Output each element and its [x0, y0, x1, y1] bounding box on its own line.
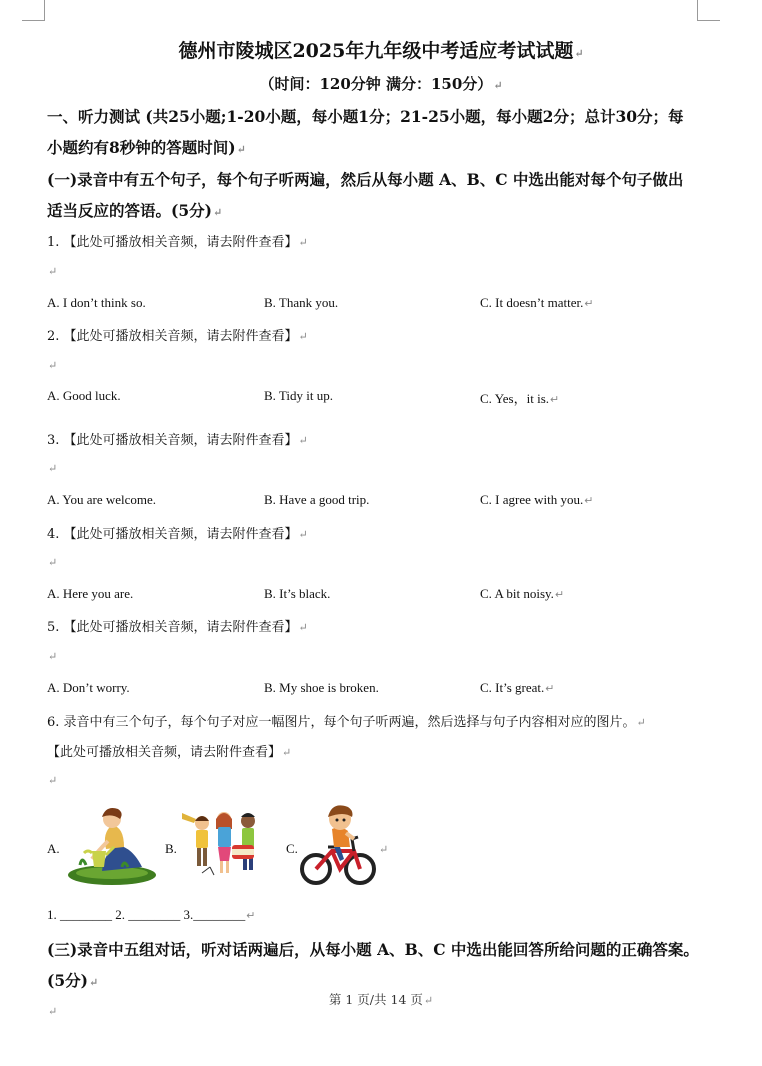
empty-paragraph-mark: ↵ [48, 774, 58, 787]
question-1-option-b: B. Thank you. [264, 295, 339, 310]
question-1-option-c [480, 295, 594, 311]
question-6-line1-text: 6. 录音中有三个句子，每个句子对应一幅图片，每个句子听两遍，然后选择与句子内容相对应的图片。 [47, 715, 636, 730]
paragraph-mark-icon: ↵ [298, 330, 308, 343]
question-2-option-c [480, 388, 559, 407]
part1-heading-line1: (一)录音中有五个句子，每个句子听两遍，然后从每小题 A、B、C 中选出能对每个句子做出 [47, 170, 684, 189]
paragraph-mark-icon: ↵ [298, 434, 308, 447]
question-2-option-a: A. Good luck. [47, 388, 121, 403]
question-1-prompt [47, 231, 308, 250]
question-6-line2-text: 【此处可播放相关音频，请去附件查看】 [47, 745, 282, 760]
question-4-option-b: B. It’s black. [264, 586, 331, 601]
paragraph-mark-icon: ↵ [236, 143, 246, 156]
question-3-prompt [47, 429, 308, 448]
title-text: 德州市陵城区2025年九年级中考适应考试试题 [178, 40, 574, 62]
question-4-option-a: A. Here you are. [47, 586, 134, 601]
question-5-prompt-text: 5. 【此处可播放相关音频，请去附件查看】 [47, 620, 298, 635]
part1-heading-line2 [47, 199, 222, 221]
paragraph-mark-icon: ↵ [246, 910, 256, 922]
question-1-option-a: A. I don’t think so. [47, 295, 146, 310]
page-footer [0, 990, 762, 1008]
question-2-prompt-text: 2. 【此处可播放相关音频，请去附件查看】 [47, 329, 298, 344]
question-4-option-c-text: C. A bit noisy. [480, 586, 554, 601]
paragraph-mark-icon: ↵ [545, 683, 555, 695]
page-title [0, 36, 762, 63]
crop-mark-top-right [697, 0, 720, 21]
paragraph-mark-icon: ↵ [282, 746, 292, 759]
empty-paragraph-mark: ↵ [48, 265, 58, 278]
empty-paragraph-mark: ↵ [48, 650, 58, 663]
paragraph-mark-icon: ↵ [212, 206, 223, 219]
question-4-prompt-text: 4. 【此处可播放相关音频，请去附件查看】 [47, 527, 298, 542]
question-5-option-c-text: C. It’s great. [480, 680, 545, 695]
children-band-picture [180, 805, 270, 883]
question-5-prompt [47, 616, 308, 635]
crop-mark-top-left [22, 0, 45, 21]
part1-heading-line2-text: 适当反应的答语。(5分) [47, 201, 212, 220]
question-3-option-c [480, 492, 593, 508]
question-3-option-c-text: C. I agree with you. [480, 492, 584, 507]
paragraph-mark-icon: ↵ [379, 843, 389, 856]
question-3-prompt-text: 3. 【此处可播放相关音频，请去附件查看】 [47, 433, 298, 448]
paragraph-mark-icon: ↵ [584, 495, 594, 507]
paragraph-mark-icon: ↵ [574, 47, 584, 60]
answer-blanks-text: 1. ________ 2. ________ 3.________ [47, 907, 246, 922]
question-3-option-b: B. Have a good trip. [264, 492, 370, 507]
question-6-line1 [47, 711, 646, 730]
paragraph-mark-icon: ↵ [550, 394, 560, 406]
gardening-woman-picture [62, 805, 156, 887]
paragraph-mark-icon: ↵ [298, 528, 308, 541]
question-3-option-a: A. You are welcome. [47, 492, 157, 507]
part3-heading-line1: (三)录音中五组对话，听对话两遍后，从每小题 A、B、C 中选出能回答所给问题的正确答案。 [47, 940, 699, 959]
picture-b-label: B. [165, 841, 177, 856]
question-2-option-b: B. Tidy it up. [264, 388, 334, 403]
empty-paragraph-mark: ↵ [48, 1005, 58, 1018]
paragraph-mark-icon: ↵ [423, 994, 434, 1007]
part3-heading-line2 [47, 969, 98, 991]
question-5-option-c [480, 680, 554, 696]
section1-heading-line2-text: 小题约有8秒钟的答题时间) [47, 138, 236, 157]
section1-heading-line2 [47, 136, 246, 158]
question-5-option-a: A. Don’t worry. [47, 680, 130, 695]
paragraph-mark-icon: ↵ [298, 621, 308, 634]
question-1-prompt-text: 1. 【此处可播放相关音频，请去附件查看】 [47, 235, 298, 250]
boy-bicycle-picture [298, 803, 378, 889]
empty-paragraph-mark: ↵ [48, 556, 58, 569]
paragraph-mark-icon: ↵ [493, 79, 503, 92]
picture-c-label: C. [286, 841, 298, 856]
paragraph-mark-icon: ↵ [554, 589, 565, 601]
question-1-option-c-text: C. It doesn’t matter. [480, 295, 584, 310]
section1-heading-line1: 一、听力测试 (共25小题;1-20小题，每小题1分；21-25小题，每小题2分；总计30分；每 [47, 107, 684, 126]
question-6-line2 [47, 741, 291, 760]
paragraph-mark-icon: ↵ [636, 716, 646, 729]
paragraph-mark-icon: ↵ [584, 298, 594, 310]
empty-paragraph-mark: ↵ [48, 462, 58, 475]
question-2-option-c-text: C. Yes，it is. [480, 391, 549, 406]
page-subtitle [0, 73, 762, 94]
question-4-prompt [47, 523, 308, 542]
question-2-prompt [47, 325, 308, 344]
page-number-text: 第 1 页/共 14 页 [328, 992, 423, 1007]
empty-paragraph-mark: ↵ [48, 359, 58, 372]
question-6-answer-blanks [47, 907, 255, 923]
question-4-option-c [480, 586, 564, 602]
picture-a-label: A. [47, 841, 60, 856]
subtitle-text: （时间：120分钟 满分：150分） [259, 75, 493, 93]
paragraph-mark-icon: ↵ [298, 236, 308, 249]
question-5-option-b: B. My shoe is broken. [264, 680, 379, 695]
part3-heading-line2-text: (5分) [47, 971, 88, 990]
paragraph-mark-icon: ↵ [88, 976, 99, 989]
